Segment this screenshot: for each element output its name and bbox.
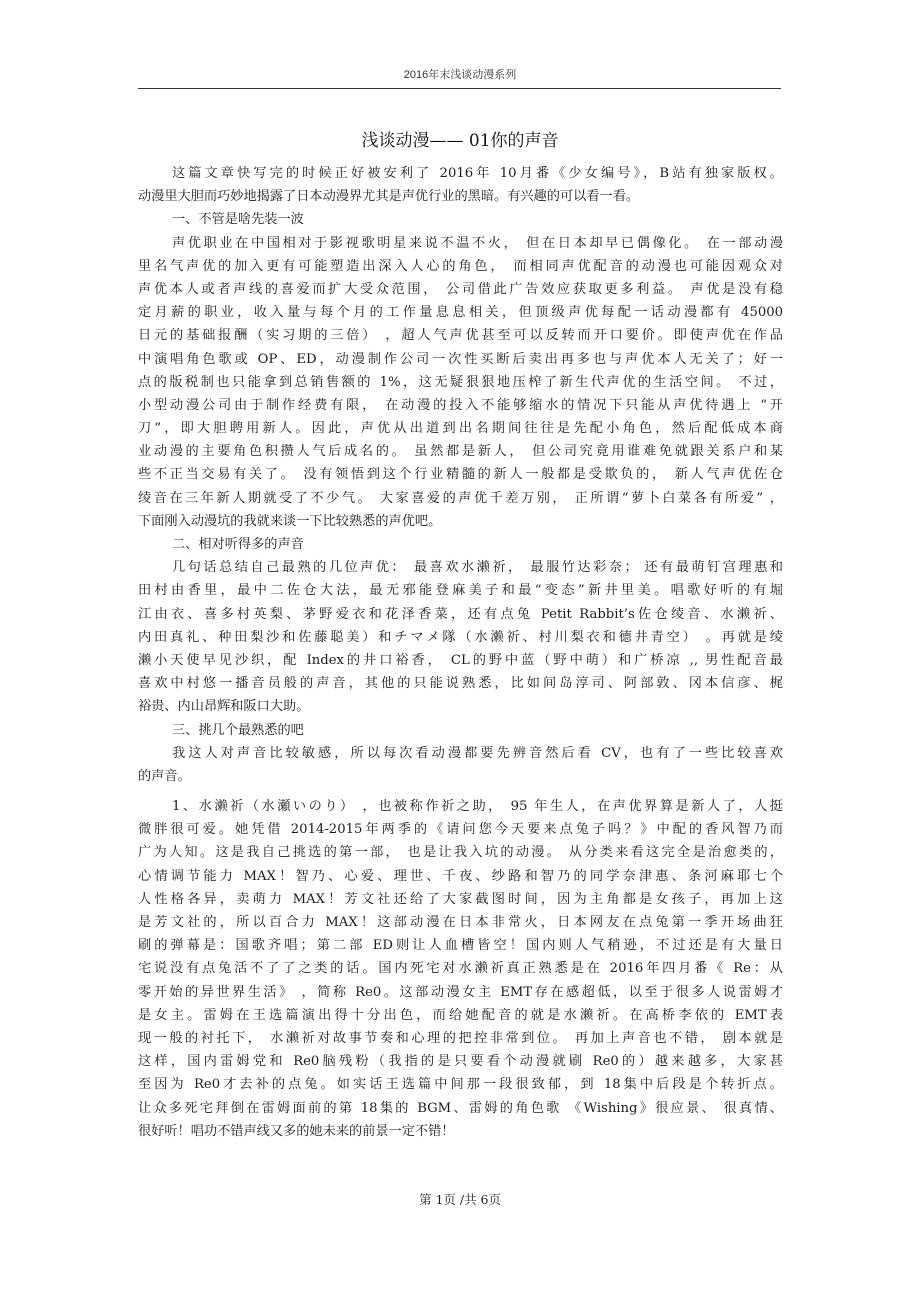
header-rule: [138, 88, 781, 89]
paragraph-line: 让众多死宅拜倒在雷姆面前的第 18集的 BGM、雷姆的角色歌 《Wishing》很应景、 很真情、: [138, 1100, 783, 1116]
paragraph-line: 声优职业在中国相对于影视歌明星来说不温不火， 但在日本却早已偶像化。 在一部动漫: [172, 235, 783, 251]
paragraph-line: 是芳文社的，所以百合力 MAX！这部动漫在日本非常火，日本网友在点兔第一季开场曲狂: [138, 915, 783, 930]
paragraph-line: 心情调节能力 MAX！智乃、心爱、理世、千夜、纱路和智乃的同学奈津惠、条河麻耶七个: [138, 868, 783, 884]
paragraph-line: 现一般的衬托下， 水濑祈对故事节奏和心理的把控非常到位。 再加上声音也不错， 剧本就是: [138, 1030, 783, 1046]
paragraph-line: 下面刚入动漫坑的我就来谈一下比较熟悉的声优吧。: [138, 513, 442, 529]
paragraph-gap: [138, 788, 783, 795]
paragraph-line: 刷的弹幕是：国歌齐唱；第二部 ED则让人血槽皆空！国内则人气稍逊，不过还是有大量日: [138, 938, 783, 954]
intro-line: 这篇文章快写完的时候正好被安利了 2016年 10月番《少女编号》，B站有独家版权。: [172, 166, 783, 181]
paragraph-line: 定月薪的职业，收入量与每个月的工作量息息相关，但顶级声优每配一话动漫都有 45000: [138, 305, 783, 321]
paragraph-line: 里名气声优的加入更有可能塑造出深入人心的角色， 而相同声优配音的动漫也可能因观众对: [138, 258, 783, 274]
paragraph-line: 刀”，即大胆聘用新人。因此，声优从出道到出名期间往往是先配小角色，然后配低成本商: [138, 421, 783, 437]
paragraph-line: 内田真礼、种田梨沙和佐藤聪美）和チマメ隊（水濑祈、村川梨衣和德井青空） 。再就是绫: [138, 629, 783, 645]
paragraph-line: 些不正当交易有关了。 没有领悟到这个行业精髓的新人一般都是受欺负的， 新人气声优佐仓: [138, 467, 783, 483]
paragraph-line: 几句话总结自己最熟的几位声优： 最喜欢水濑祈， 最服竹达彩奈； 还有最萌钉宫理惠和: [172, 560, 783, 576]
paragraph-line: 声优本人或者声线的喜爱而扩大受众范围， 公司借此广告效应获取更多利益。 声优是没有稳: [138, 281, 783, 297]
paragraph-line: 1、水濑祈（水瀬いのり） ，也被称作祈之助， 95 年生人，在声优界算是新人了，人挺: [172, 799, 783, 815]
paragraph-line: 这样，国内雷姆党和 Re0脑残粉（我指的是只要看个动漫就刷 Re0的）越来越多，大家甚: [138, 1054, 783, 1070]
paragraph-line: 我这人对声音比较敏感，所以每次看动漫都要先辨音然后看 CV，也有了一些比较喜欢: [172, 745, 783, 761]
paragraph-line: 日元的基础报酬（实习期的三倍） ，超人气声优甚至可以反转而开口要价。即使声优在作品: [138, 328, 783, 344]
page-header: 2016年末浅谈动漫系列: [403, 69, 517, 81]
paragraph-line: 点的版税制也只能拿到总销售额的 1%，这无疑狠狠地压榨了新生代声优的生活空间。 不过，: [138, 374, 783, 390]
section-heading: 一、不管是啥先装一波: [172, 212, 304, 228]
paragraph-line: 裕贵、内山昂辉和阪口大助。: [138, 699, 310, 715]
paragraph-line: 宅说没有点兔活不了了之类的话。国内死宅对水濑祈真正熟悉是在 2016年四月番《 Re：从: [138, 961, 783, 977]
paragraph-line: 中演唱角色歌或 OP、ED，动漫制作公司一次性买断后卖出再多也与声优本人无关了；好一: [138, 351, 783, 367]
section-heading: 三、挑几个最熟悉的吧: [172, 722, 304, 738]
paragraph-line: 喜欢中村悠一播音员般的声音，其他的只能说熟悉，比如间岛淳司、阿部敦、冈本信彦、梶: [138, 676, 783, 692]
paragraph-line: 田村由香里，最中二佐仓大法，最无邪能登麻美子和最“变态”新井里美。唱歌好听的有堀: [138, 583, 783, 599]
paragraph-line: 业动漫的主要角色积攒人气后成名的。 虽然都是新人， 但公司究竟用谁难免就跟关系户和某: [138, 444, 783, 460]
paragraph-line: 濑小天使早见沙织，配 Index的井口裕香， CL的野中蓝（野中萌）和广桥凉 ,, 男性配音最: [138, 652, 783, 668]
paragraph-line: 零开始的异世界生活》 ，简称 Re0。这部动漫女主 EMT存在感超低，以至于很多人说雷姆才: [138, 984, 783, 1000]
section-heading: 二、相对听得多的声音: [172, 537, 304, 552]
paragraph-line: 的声音。: [138, 768, 191, 784]
paragraph-line: 人性格各异，卖萌力 MAX！芳文社还给了大家截图时间，因为主角都是女孩子，再加上这: [138, 891, 783, 907]
article-title: 浅谈动漫—— 01你的声音: [361, 131, 559, 151]
paragraph-line: 微胖很可爱。她凭借 2014-2015年两季的《请问您今天要来点兔子吗？》中配的香风智乃而: [138, 822, 783, 838]
paragraph-line: 小型动漫公司由于制作经费有限， 在动漫的投入不能够缩水的情况下只能从声优待遇上 “开: [138, 397, 783, 413]
article-body: [138, 162, 783, 1143]
intro-line: 动漫里大胆而巧妙地揭露了日本动漫界尤其是声优行业的黑暗。有兴趣的可以看一看。: [138, 189, 640, 205]
paragraph-line: 江由衣、喜多村英梨、茅野爱衣和花泽香菜，还有点兔 Petit Rabbit’s佐仓绫音、水濑祈、: [138, 606, 783, 622]
paragraph-line: 广为人知。这是我自己挑选的第一部， 也是让我入坑的动漫。 从分类来看这完全是治愈类的，: [138, 845, 783, 861]
paragraph-line: 至因为 Re0才去补的点兔。如实话王选篇中间那一段很致郁，到 18集中后段是个转折点。: [138, 1077, 783, 1093]
paragraph-line: 绫音在三年新人期就受了不少气。 大家喜爱的声优千差万别， 正所谓“萝卜白菜各有所爱” ，: [138, 490, 783, 506]
paragraph-line: 很好听！唱功不错声线又多的她未来的前景一定不错！: [138, 1123, 455, 1139]
page-footer: 第 1页 /共 6页: [418, 1192, 502, 1207]
paragraph-line: 是女主。雷姆在王选篇演出得十分出色，而给她配音的就是水濑祈。在高桥李依的 EMT表: [138, 1007, 783, 1023]
